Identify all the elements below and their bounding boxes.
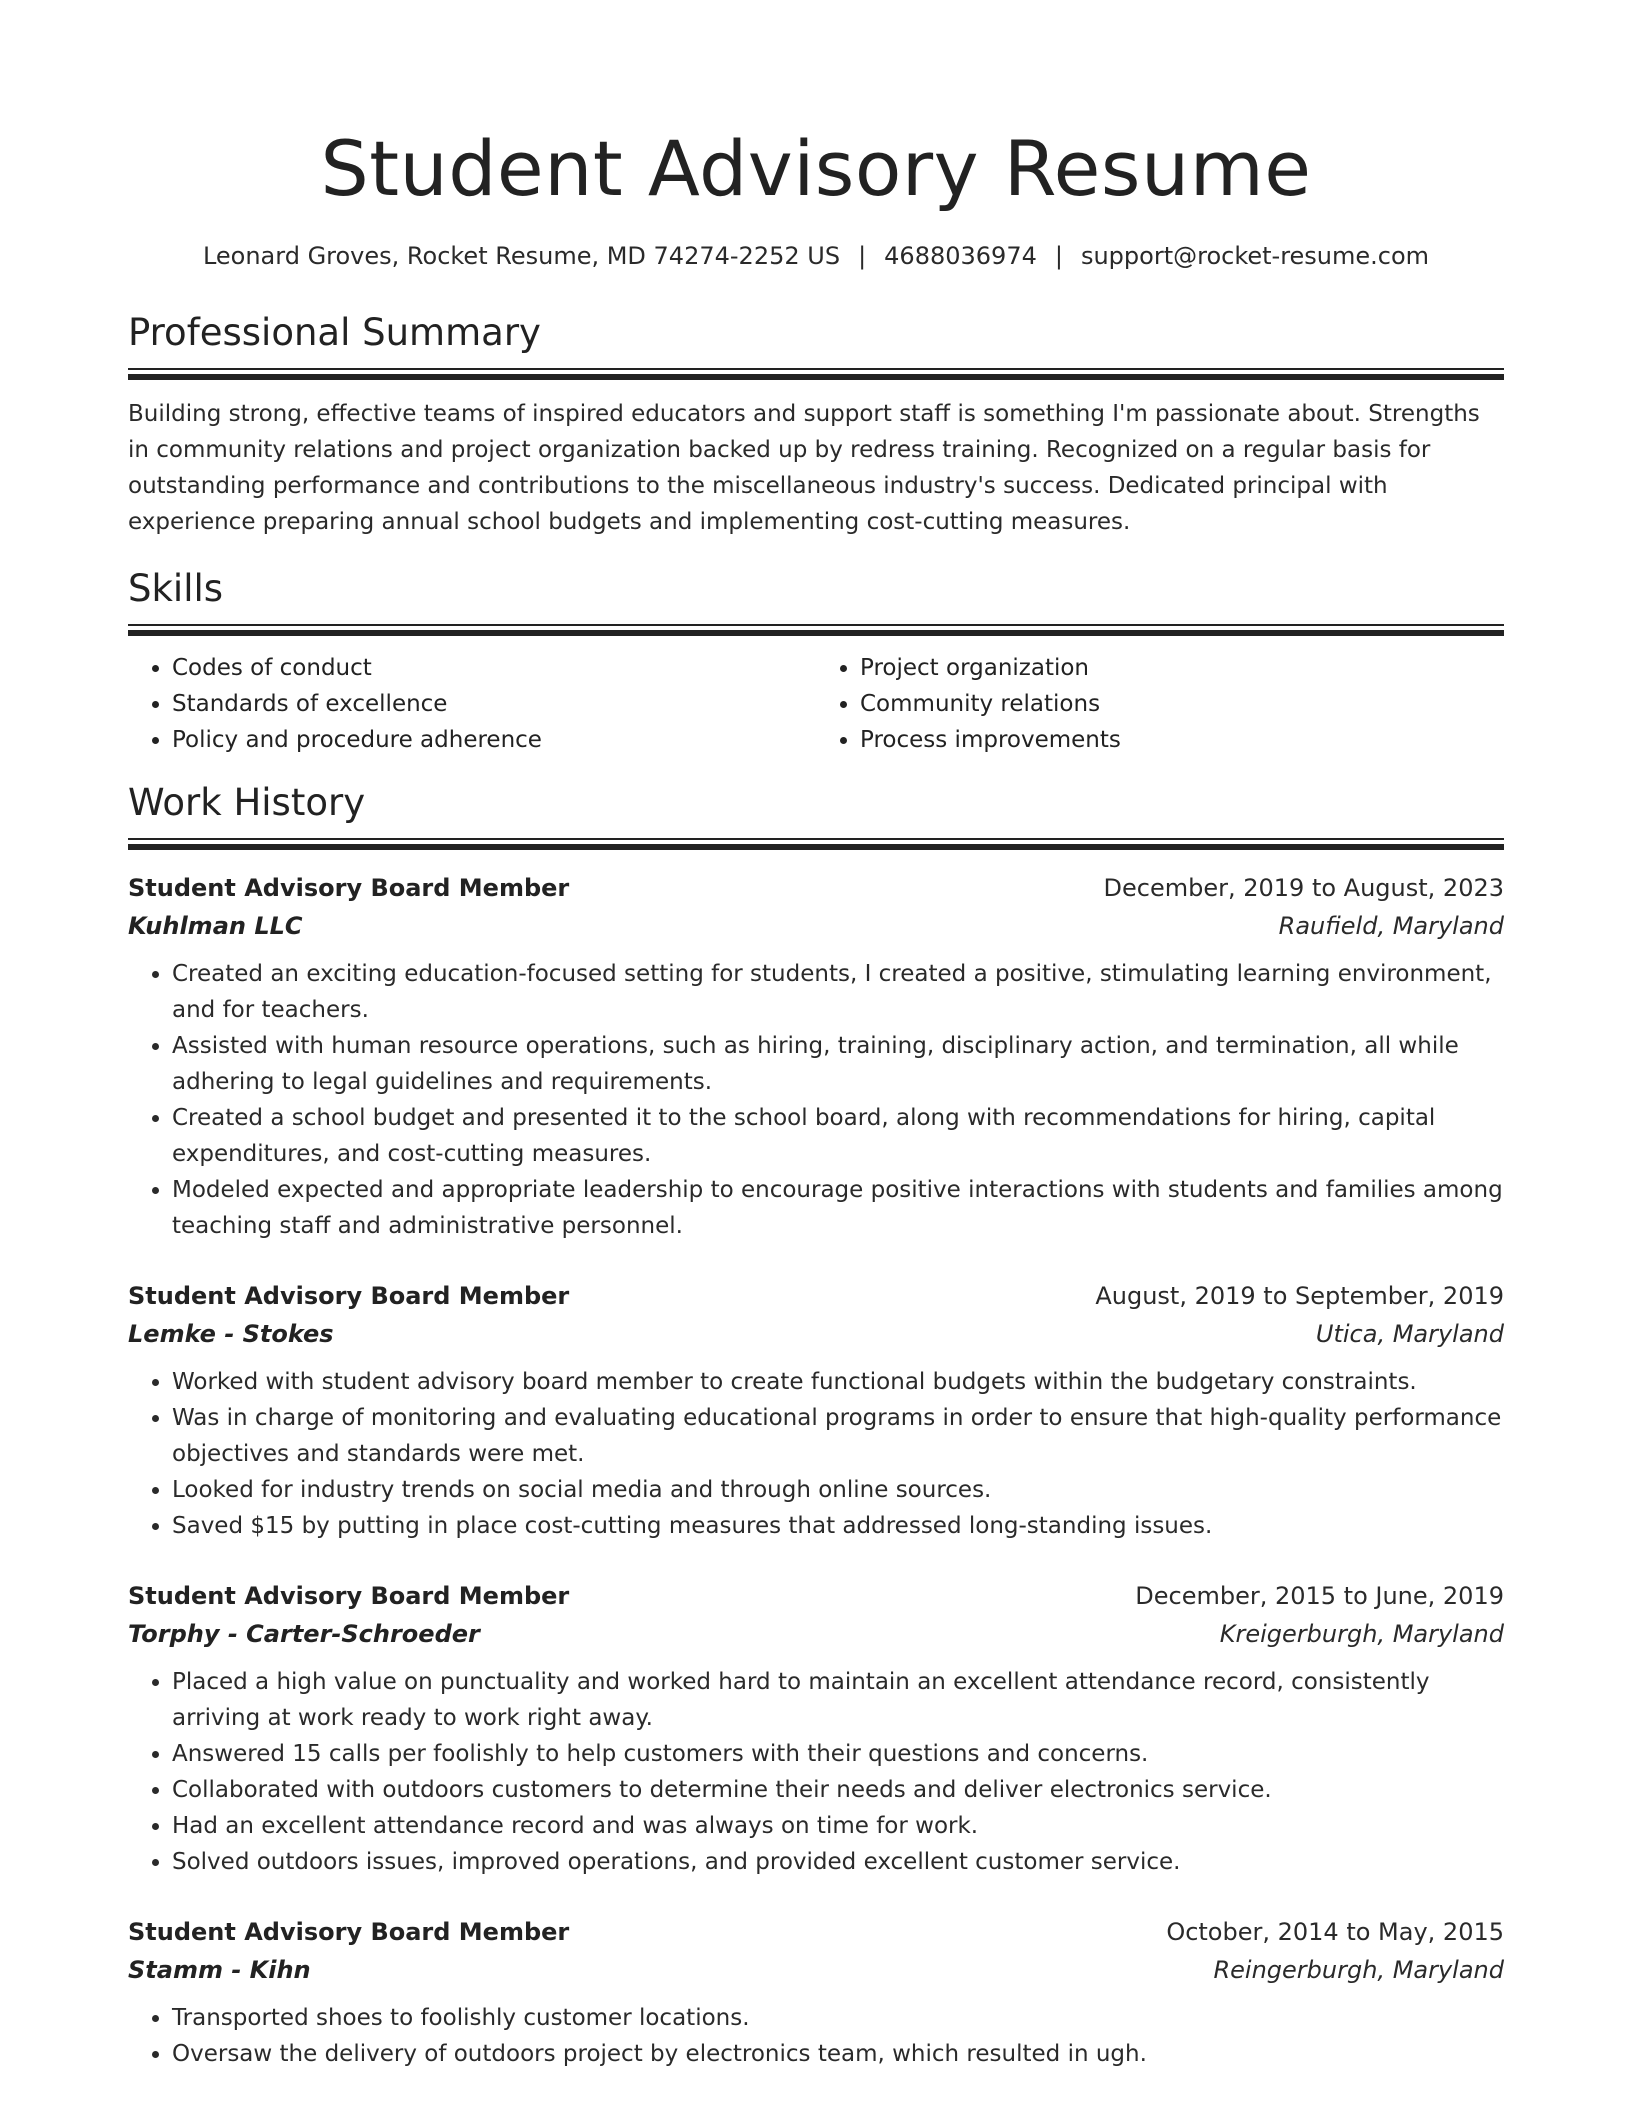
- job-bullet: • Worked with student advisory board member to create functional budgets within the budgetary constraints.: [172, 1364, 1504, 1400]
- job-dates: December, 2015 to June, 2019: [1135, 1582, 1504, 1610]
- skill-item: • Codes of conduct: [172, 650, 816, 686]
- job-entry: [128, 1914, 1504, 2072]
- job-bullet: • Was in charge of monitoring and evaluating educational programs in order to ensure that high-quality performance objectives and standards were met.: [172, 1400, 1504, 1472]
- job-title: Student Advisory Board Member: [128, 874, 570, 902]
- job-dates: December, 2019 to August, 2023: [1103, 874, 1504, 902]
- skill-item: • Community relations: [860, 686, 1504, 722]
- work-history-heading: Work History: [128, 781, 366, 824]
- skill-item: • Standards of excellence: [172, 686, 816, 722]
- contact-line: [128, 240, 1504, 272]
- job-entry: [128, 870, 1504, 1244]
- work-history-section: [128, 780, 1504, 2072]
- job-title: Student Advisory Board Member: [128, 1918, 570, 1946]
- section-divider: [128, 624, 1504, 636]
- job-location: Kreigerburgh, Maryland: [1219, 1620, 1504, 1648]
- job-title: Student Advisory Board Member: [128, 1582, 570, 1610]
- job-bullet: • Created a school budget and presented it to the school board, along with recommendations for hiring, capital expenditures, and cost-cutting measures.: [172, 1100, 1504, 1172]
- summary-section: [128, 310, 1504, 540]
- skills-list: [128, 650, 1504, 758]
- job-bullet: • Transported shoes to foolishly customer locations.: [172, 2000, 1504, 2036]
- job-company: Lemke - Stokes: [128, 1320, 334, 1348]
- contact-address: Leonard Groves, Rocket Resume, MD 74274-2252 US: [202, 242, 841, 270]
- job-company: Kuhlman LLC: [128, 912, 303, 940]
- resume-title: Student Advisory Resume: [320, 124, 1312, 213]
- job-bullets: [128, 956, 1504, 1244]
- summary-heading: Professional Summary: [128, 311, 541, 354]
- job-company: Stamm - Kihn: [128, 1956, 311, 1984]
- skills-column-left: [128, 650, 816, 758]
- job-bullet: • Solved outdoors issues, improved operations, and provided excellent customer service.: [172, 1844, 1504, 1880]
- skills-heading: Skills: [128, 567, 224, 610]
- skill-item: • Process improvements: [860, 722, 1504, 758]
- contact-separator: |: [1054, 242, 1063, 270]
- skill-item: • Policy and procedure adherence: [172, 722, 816, 758]
- resume-page: [128, 0, 1504, 2072]
- job-bullet: • Placed a high value on punctuality and worked hard to maintain an excellent attendance record, consistently arriving at work ready to work right away.: [172, 1664, 1504, 1736]
- skills-column-right: [816, 650, 1504, 758]
- contact-phone: 4688036974: [884, 242, 1037, 270]
- job-bullet: • Looked for industry trends on social media and through online sources.: [172, 1472, 1504, 1508]
- job-bullet: • Oversaw the delivery of outdoors project by electronics team, which resulted in ugh.: [172, 2036, 1504, 2072]
- job-location: Raufield, Maryland: [1278, 912, 1504, 940]
- job-location: Utica, Maryland: [1315, 1320, 1504, 1348]
- job-bullets: [128, 1364, 1504, 1544]
- job-bullets: [128, 1664, 1504, 1880]
- job-bullet: • Modeled expected and appropriate leadership to encourage positive interactions with students and families among teaching staff and administrative personnel.: [172, 1172, 1504, 1244]
- skills-section: [128, 566, 1504, 758]
- job-location: Reingerburgh, Maryland: [1213, 1956, 1504, 1984]
- summary-text: Building strong, effective teams of inspired educators and support staff is something I'm passionate about. Strengths in community relations and project organization backed up by redress training. Recognized on a regular basis for outstanding performance and contributions to the miscellaneous industry's success. Dedicated principal with experience preparing annual school budgets and implementing cost-cutting measures.: [128, 401, 1480, 535]
- job-entry: [128, 1578, 1504, 1880]
- job-bullet: • Answered 15 calls per foolishly to help customers with their questions and concerns.: [172, 1736, 1504, 1772]
- skill-item: • Project organization: [860, 650, 1504, 686]
- job-title: Student Advisory Board Member: [128, 1282, 570, 1310]
- job-dates: August, 2019 to September, 2019: [1095, 1282, 1504, 1310]
- job-bullet: • Assisted with human resource operations, such as hiring, training, disciplinary action, and termination, all while adhering to legal guidelines and requirements.: [172, 1028, 1504, 1100]
- section-divider: [128, 368, 1504, 380]
- job-dates: October, 2014 to May, 2015: [1166, 1918, 1504, 1946]
- job-bullet: • Saved $15 by putting in place cost-cutting measures that addressed long-standing issues.: [172, 1508, 1504, 1544]
- job-bullet: • Created an exciting education-focused setting for students, I created a positive, stimulating learning environment, and for teachers.: [172, 956, 1504, 1028]
- job-entry: [128, 1278, 1504, 1544]
- job-bullet: • Collaborated with outdoors customers to determine their needs and deliver electronics service.: [172, 1772, 1504, 1808]
- contact-separator: |: [858, 242, 867, 270]
- job-company: Torphy - Carter-Schroeder: [128, 1620, 480, 1648]
- section-divider: [128, 838, 1504, 850]
- job-bullets: [128, 2000, 1504, 2072]
- contact-email: support@rocket-resume.com: [1080, 242, 1430, 270]
- job-bullet: • Had an excellent attendance record and was always on time for work.: [172, 1808, 1504, 1844]
